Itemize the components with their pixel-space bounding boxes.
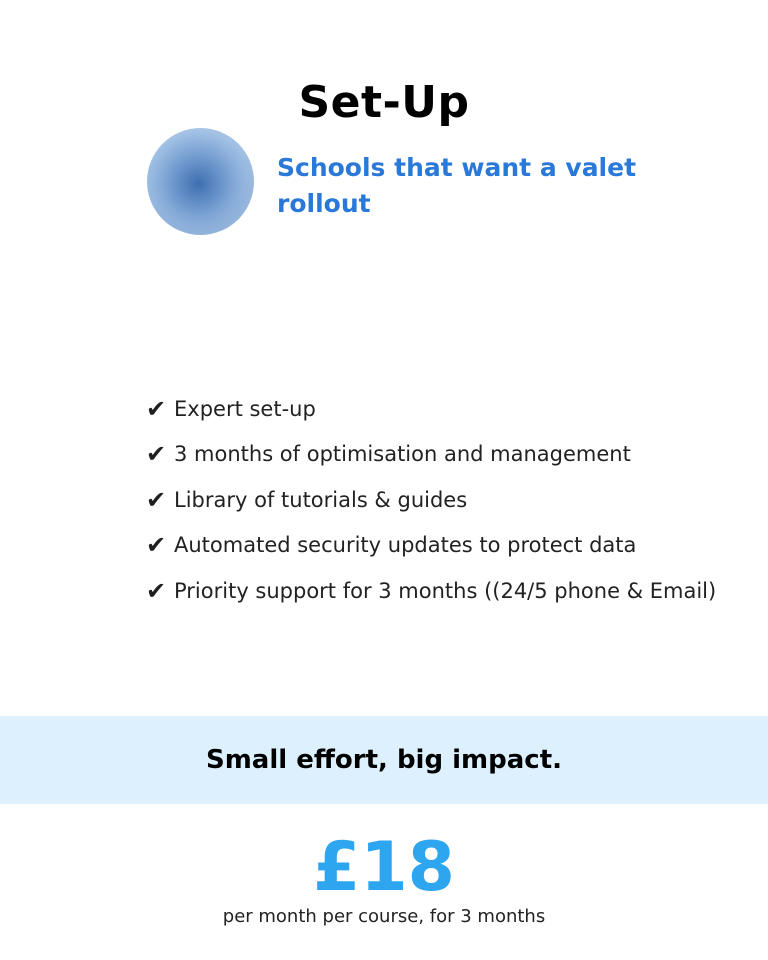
check-mark-icon: ✔: [146, 394, 167, 423]
feature-text: Library of tutorials & guides: [174, 487, 468, 512]
feature-item: [146, 523, 746, 569]
tagline-text: Small effort, big impact.: [205, 745, 563, 775]
feature-item: [146, 477, 746, 523]
page-title: Set-Up: [298, 77, 470, 129]
feature-text: 3 months of optimisation and management: [174, 442, 631, 467]
check-mark-icon: ✔: [146, 440, 167, 469]
price-value: £18: [313, 828, 455, 907]
feature-text: Automated security updates to protect data: [174, 533, 637, 558]
hero-section: [147, 128, 647, 238]
feature-list: [146, 386, 746, 614]
check-mark-icon: ✔: [146, 531, 167, 560]
target-audience-text: Schools that want a valet rollout: [277, 153, 637, 218]
blue-sphere-image: [147, 128, 254, 235]
check-mark-icon: ✔: [146, 485, 167, 514]
feature-item: [146, 568, 746, 614]
feature-text: Priority support for 3 months ((24/5 phone & Email): [174, 578, 717, 603]
price-note: per month per course, for 3 months: [222, 906, 546, 927]
feature-text: Expert set-up: [174, 396, 316, 421]
feature-item: [146, 432, 746, 478]
feature-item: [146, 386, 746, 432]
tagline-band: [0, 716, 768, 804]
check-mark-icon: ✔: [146, 576, 167, 605]
